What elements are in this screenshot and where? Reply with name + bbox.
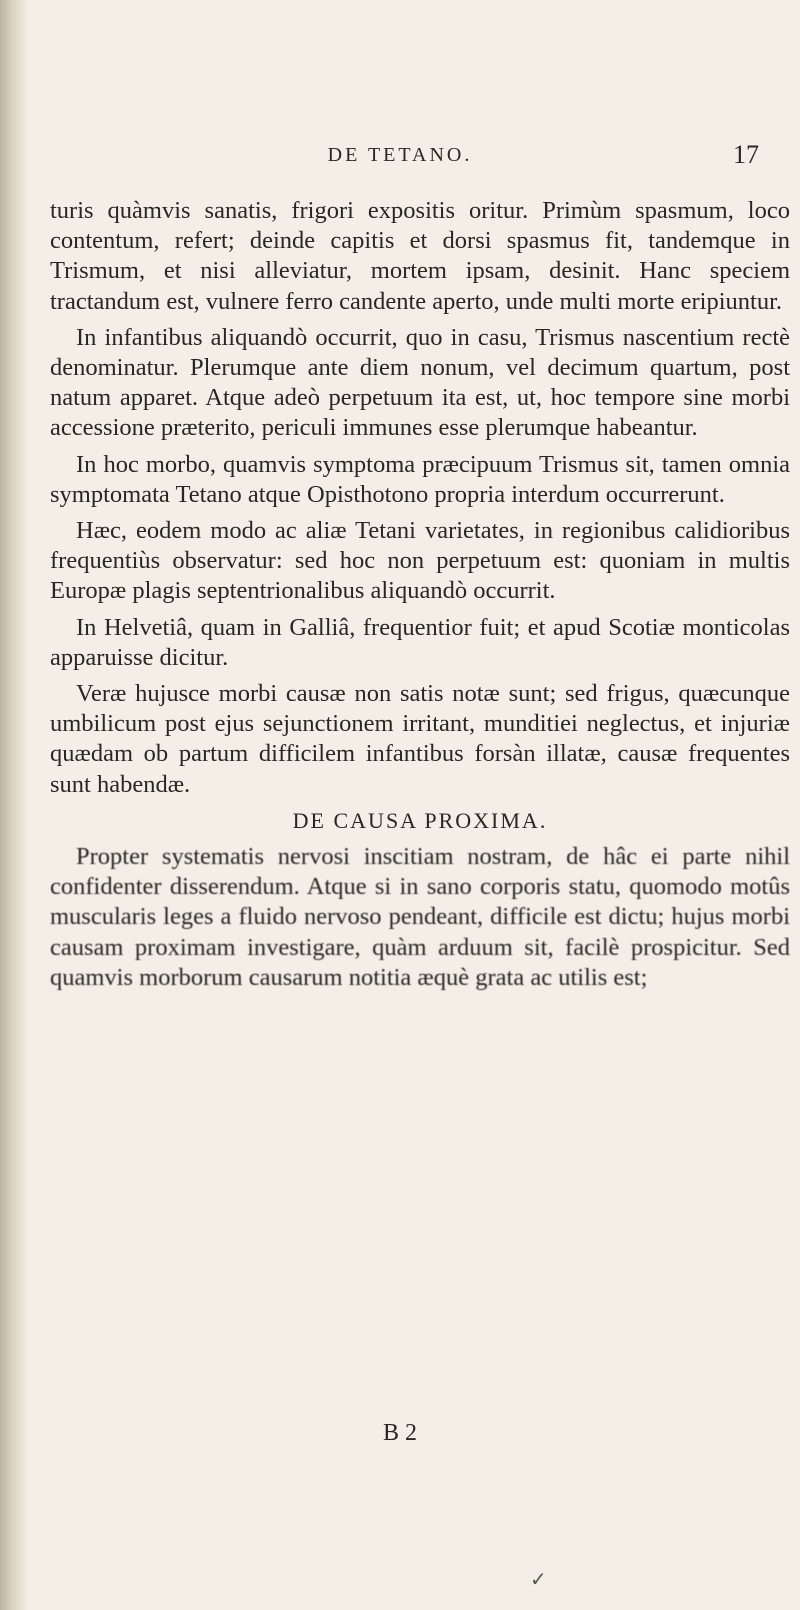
section-paragraph: Propter systematis nervosi inscitiam nostram, de hâc ei parte nihil confidenter disserendum. Atque si in sano corporis statu, quomodo motûs muscularis leges a fluido nervoso pendeant, difficile est dictu; hujus morbi causam proximam investigare, quàm arduum sit, facilè prospicitur. Sed quamvis morborum causarum notitia æquè grata ac utilis est; [50, 843, 790, 991]
running-title: DE TETANO. [327, 144, 473, 166]
running-head [0, 140, 800, 180]
paragraph: In hoc morbo, quamvis symptoma præcipuum Trismus sit, tamen omnia symptomata Tetano atque Opisthotono propria interdum occurrerunt. [50, 450, 790, 508]
body-text [50, 196, 790, 999]
paragraph: Veræ hujusce morbi causæ non satis notæ sunt; sed frigus, quæcunque umbilicum post ejus sejunctionem irritant, munditiei neglectus, et injuriæ quædam ob partum difficilem infantibus forsàn illatæ, causæ frequentes sunt habendæ. [50, 680, 790, 798]
paragraph: In Helvetiâ, quam in Galliâ, frequentior fuit; et apud Scotiæ monticolas apparuisse dicitur. [50, 613, 790, 671]
paragraph: Hæc, eodem modo ac aliæ Tetani varietates, in regionibus calidioribus frequentiùs observatur: sed hoc non perpetuum est: quoniam in multis Europæ plagis septentrionalibus aliquandò occurrit. [50, 517, 790, 605]
signature-mark: B 2 [382, 1420, 417, 1446]
pencil-check-mark: ✓ [530, 1567, 547, 1591]
page-binding-edge [0, 0, 26, 1610]
paragraph: turis quàmvis sanatis, frigori expositis oritur. Primùm spasmum, loco contentum, refert; deinde capitis et dorsi spasmus fit, tandemque in Trismum, et nisi alleviatur, mortem ipsam, desinit. Hanc speciem tractandum est, vulnere ferro candente aperto, unde multi morte eripiuntur. [50, 197, 790, 315]
page-number: 17 [733, 140, 759, 169]
section-heading: DE CAUSA PROXIMA. [292, 807, 548, 833]
paragraph: In infantibus aliquandò occurrit, quo in casu, Trismus nascentium rectè denominatur. Plerumque ante diem nonum, vel decimum quartum, post natum apparet. Atque adeò perpetuum ita est, ut, hoc tempore sine morbi accessione præterito, periculi immunes esse plerumque habeantur. [50, 323, 790, 442]
